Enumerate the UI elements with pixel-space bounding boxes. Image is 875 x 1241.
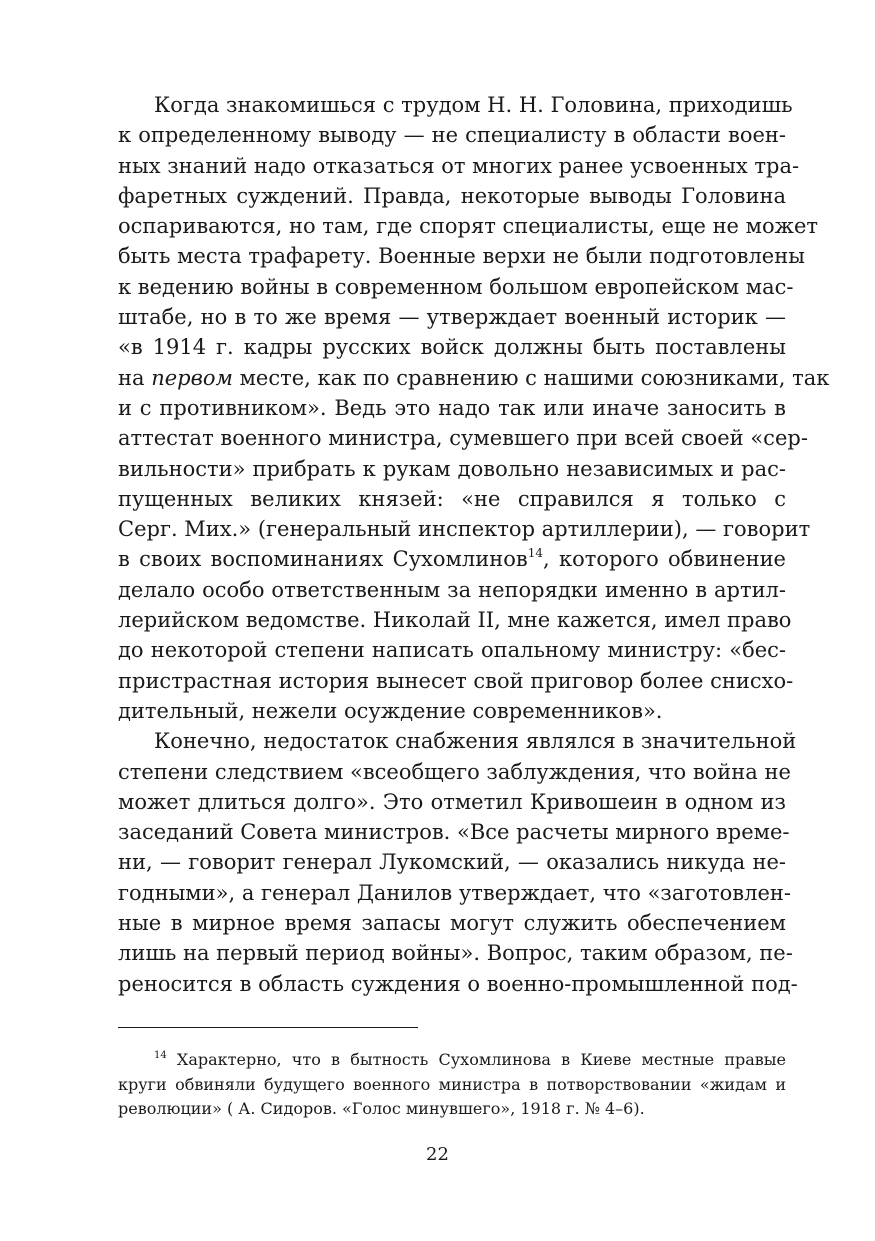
text-line: Когда знакомишься с трудом Н. Н. Головина, приходишь [154,93,793,117]
text-line: заседаний Совета министров. «Все расчеты мирного време- [118,820,790,845]
text-line: может длиться долго». Это отметил Кривошеин в одном из [118,789,786,814]
text-line: ни, — говорит генерал Лукомский, — оказались никуда не- [118,850,786,875]
footnote-marker: 14 [154,1050,167,1061]
footnote-line: революции» ( А. Сидоров. «Голос минувшего», 1918 г. № 4–6). [118,1099,645,1118]
text-line: делало особо ответственным за непорядки именно в артил- [118,577,786,602]
text-line: Конечно, недостаток снабжения являлся в значительной [154,729,797,754]
text-line: вильности» прибрать к рукам довольно независимых и рас- [118,456,786,481]
page-number: 22 [426,1144,449,1165]
text-line: ные в мирное время запасы могут служить обеспечением [118,911,786,936]
text-segment: на [118,365,152,390]
text-line: быть места трафарету. Военные верхи не были подготовлены [118,244,805,269]
text-line: фаретных суждений. Правда, некоторые выводы Головина [118,183,786,208]
text-line: ных знаний надо отказаться от многих ранее усвоенных тра- [118,153,800,178]
text-line: дительный, нежели осуждение современников». [118,698,663,723]
text-line: к определенному выводу — не специалисту в области воен- [118,123,786,148]
text-line [118,544,786,574]
text-line: Серг. Мих.» (генеральный инспектор артиллерии), — говорит [118,517,811,542]
text-line: лерийском ведомстве. Николай II, мне кажется, имел право [118,608,792,633]
text-line: пущенных великих князей: «не справился я только с [118,486,786,511]
text-line: до некоторой степени написать опальному министру: «бес- [118,638,786,663]
body-text [118,90,830,999]
footnote-text: Характерно, что в бытность Сухомлинова в Киеве местные правые [166,1050,786,1069]
text-line: «в 1914 г. кадры русских войск должны быть поставлены [118,335,786,360]
footnote-line [118,1048,786,1073]
text-line: годными», а генерал Данилов утверждает, что «заготовлен- [118,880,791,905]
footnote-line: круги обвиняли будущего военного министра в потворствовании «жидам и [118,1074,786,1094]
text-line: оспариваются, но там, где спорят специалисты, еще не может [118,214,819,239]
paragraph-2 [118,726,798,999]
text-line: степени следствием «всеобщего заблуждения, что война не [118,759,791,784]
text-line: аттестат военного министра, сумевшего при всей своей «сер- [118,426,808,451]
footnote-reference: 14 [527,546,543,561]
text-segment: , которого обвинение [542,547,786,572]
paragraph-1 [118,90,830,726]
text-line: и с противником». Ведь это надо так или иначе заносить в [118,395,786,420]
italic-emphasis: первом [151,365,233,390]
text-line: реносится в область суждения о военно-промышленной под- [118,971,798,996]
text-segment: месте, как по сравнению с нашими союзниками, так [232,365,830,390]
text-line: штабе, но в то же время — утверждает военный историк — [118,305,786,330]
footnote [118,1048,786,1122]
text-line: пристрастная история вынесет свой приговор более снисхо- [118,668,794,693]
text-line: к ведению войны в современном большом европейском мас- [118,274,794,299]
text-line [118,363,830,393]
text-segment: в своих воспоминаниях Сухомлинов [118,547,528,572]
footnote-divider [118,1027,418,1028]
text-line: лишь на первый период войны». Вопрос, таким образом, пе- [118,941,793,966]
